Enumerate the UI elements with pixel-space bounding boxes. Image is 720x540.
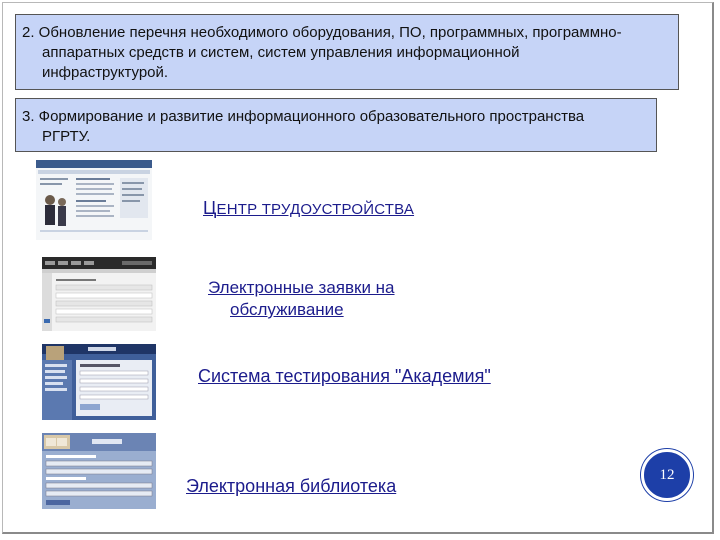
item-3-text bbox=[22, 107, 584, 147]
career-center-link[interactable] bbox=[203, 198, 414, 220]
item-2-line-1: 2. Обновление перечня необходимого оборудования, ПО, программных, программно- bbox=[22, 24, 622, 41]
service-requests-thumbnail-image bbox=[42, 257, 156, 331]
career-center-thumbnail-image bbox=[36, 160, 152, 240]
item-2-line-2: аппаратных средств и систем, систем управления информационной bbox=[42, 44, 520, 61]
service-requests-link[interactable] bbox=[208, 277, 395, 321]
testing-system-thumbnail-image bbox=[42, 344, 156, 420]
career-center-link-initial: Ц bbox=[203, 198, 217, 218]
library-thumbnail-image bbox=[42, 433, 156, 509]
library-screenshot[interactable] bbox=[42, 433, 156, 509]
testing-system-screenshot[interactable] bbox=[42, 344, 156, 420]
item-2-text bbox=[22, 23, 622, 83]
career-center-screenshot[interactable] bbox=[36, 160, 152, 240]
item-3-side-bar bbox=[656, 98, 673, 152]
item-2-side-bar bbox=[678, 14, 695, 90]
page-number-badge: 12 bbox=[641, 449, 693, 501]
item-3-line-1: 3. Формирование и развитие информационного образовательного пространства bbox=[22, 108, 585, 125]
item-2-box bbox=[15, 14, 695, 90]
service-requests-link-line-2: обслуживание bbox=[230, 300, 344, 319]
service-requests-screenshot[interactable] bbox=[42, 257, 156, 331]
item-2-line-3: инфраструктурой. bbox=[42, 64, 169, 81]
testing-system-link[interactable]: Система тестирования "Академия" bbox=[198, 366, 491, 386]
library-link[interactable]: Электронная библиотека bbox=[186, 476, 397, 496]
item-3-box bbox=[15, 98, 673, 152]
service-requests-link-line-1: Электронные заявки на bbox=[208, 278, 395, 297]
career-center-link-rest: ЕНТР ТРУДОУСТРОЙСТВА bbox=[216, 201, 415, 218]
item-3-line-2: РГРТУ. bbox=[42, 128, 91, 145]
